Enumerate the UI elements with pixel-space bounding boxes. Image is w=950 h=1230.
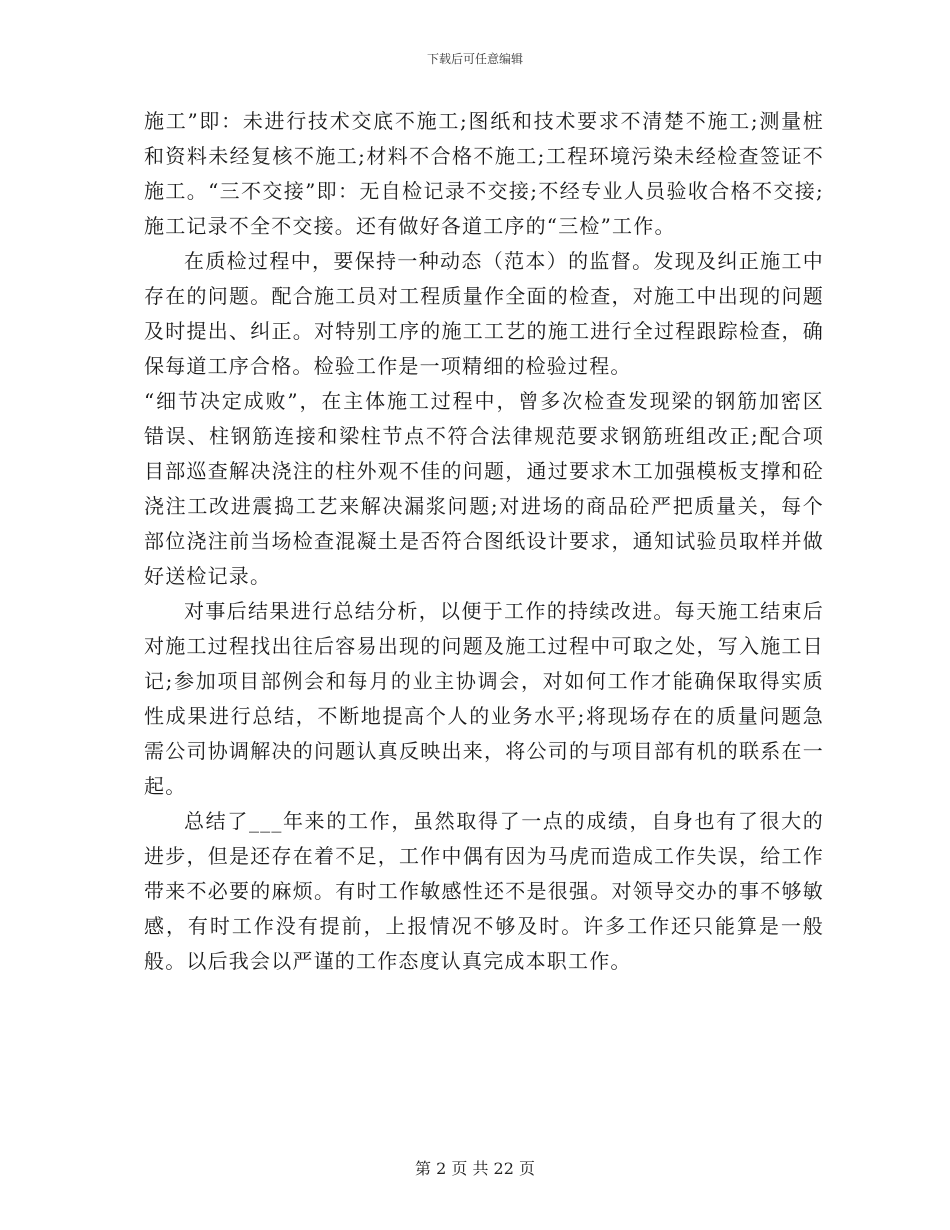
paragraph-continuation: 施工”即：未进行技术交底不施工;图纸和技术要求不清楚不施工;测量桩和资料未经复核不施工;材料不合格不施工;工程环境污染未经检查签证不施工。“三不交接”即：无自检记录不交接;不经专业人员验收合格不交接;施工记录不全不交接。还有做好各道工序的“三检”工作。	[144, 109, 824, 238]
document-body	[144, 104, 824, 979]
page-header: 下载后可任意编辑	[426, 52, 523, 66]
paragraph-quality-inspection: 在质检过程中，要保持一种动态（范本）的监督。发现及纠正施工中存在的问题。配合施工员对工程质量作全面的检查，对施工中出现的问题及时提出、纠正。对特别工序的施工工艺的施工进行全过程跟踪检查，确保每道工序合格。检验工作是一项精细的检验过程。	[144, 249, 824, 378]
page-number: 第 2 页 共 22 页	[415, 1159, 535, 1178]
paragraph-summary: 总结了___年来的工作，虽然取得了一点的成绩，自身也有了很大的进步，但是还存在着不足，工作中偶有因为马虎而造成工作失误，给工作带来不必要的麻烦。有时工作敏感性还不是很强。对领导交办的事不够敏感，有时工作没有提前，上报情况不够及时。许多工作还只能算是一般般。以后我会以严谨的工作态度认真完成本职工作。	[144, 809, 824, 973]
paragraph-analysis: 对事后结果进行总结分析，以便于工作的持续改进。每天施工结束后对施工过程找出往后容易出现的问题及施工过程中可取之处，写入施工日记;参加项目部例会和每月的业主协调会，对如何工作才能确保取得实质性成果进行总结，不断地提高个人的业务水平;将现场存在的质量问题急需公司协调解决的问题认真反映出来，将公司的与项目部有机的联系在一起。	[144, 599, 824, 798]
paragraph-details: “细节决定成败”，在主体施工过程中，曾多次检查发现梁的钢筋加密区错误、柱钢筋连接和梁柱节点不符合法律规范要求钢筋班组改正;配合项目部巡查解决浇注的柱外观不佳的问题，通过要求木工加强模板支撑和砼浇注工改进震捣工艺来解决漏浆问题;对进场的商品砼严把质量关，每个部位浇注前当场检查混凝土是否符合图纸设计要求，通知试验员取样并做好送检记录。	[144, 389, 824, 588]
